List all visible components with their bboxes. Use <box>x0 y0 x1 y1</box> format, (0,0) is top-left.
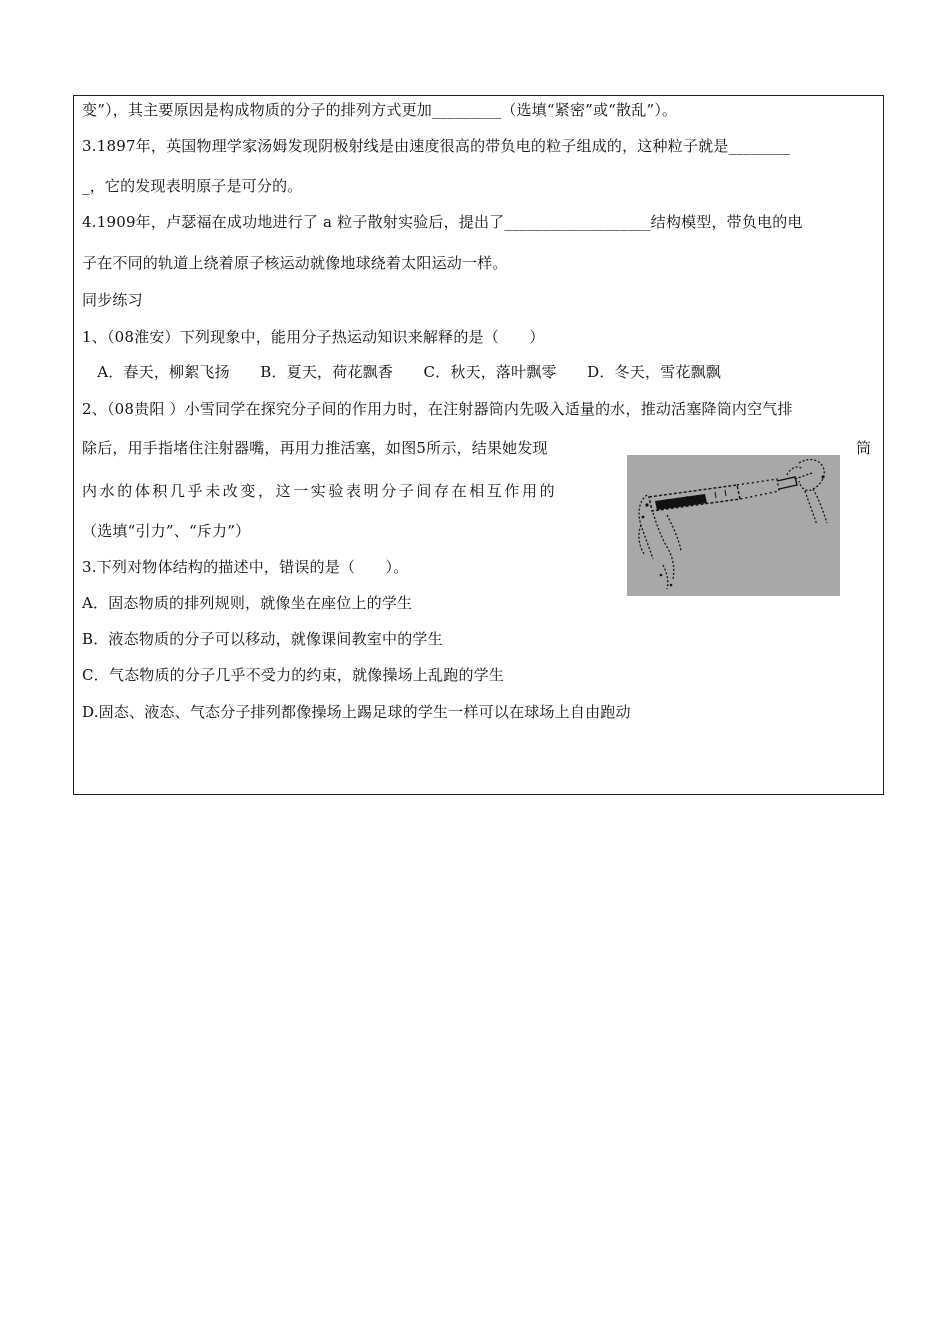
question-3-line-1: 3.1897年，英国物理学家汤姆发现阴极射线是由速度很高的带负电的粒子组成的，这种粒子就是________ <box>82 137 791 155</box>
exercise-2-line-4: （选填“引力”、“斥力”） <box>82 522 251 540</box>
exercise-2-line-1: 2、（08贵阳 ）小雪同学在探究分子间的作用力时，在注射器筒内先吸入适量的水，推动活塞降筒内空气排 <box>82 400 793 418</box>
question-3-line-2: _，它的发现表明原子是可分的。 <box>82 177 303 195</box>
exercise-3-question: 3.下列对物体结构的描述中，错误的是（ ）。 <box>82 558 409 576</box>
exercise-2-line-2: 除后，用手指堵住注射器嘴，再用力推活塞，如图5所示，结果她发现 <box>82 439 548 457</box>
syringe-drawing <box>627 455 840 596</box>
section-heading: 同步练习 <box>82 291 143 309</box>
exercise-3-option-d: D.固态、液态、气态分子排列都像操场上踢足球的学生一样可以在球场上自由跑动 <box>82 703 631 721</box>
exercise-2-line-3: 内水的体积几乎未改变，这一实验表明分子间存在相互作用的 <box>82 482 558 500</box>
question-4-line-2: 子在不同的轨道上绕着原子核运动就像地球绕着太阳运动一样。 <box>82 254 508 272</box>
exercise-3-option-a: A．固态物质的排列规则，就像坐在座位上的学生 <box>82 594 413 612</box>
exercise-1-options: A．春天，柳絮飞扬 B．夏天，荷花飘香 C．秋天，落叶飘零 D．冬天，雪花飘飘 <box>82 363 721 381</box>
text-line-1: 变”），其主要原因是构成物质的分子的排列方式更加_________（选填“紧密”或“散乱”）。 <box>82 101 678 119</box>
exercise-2-line-2-tail: 筒 <box>856 439 872 457</box>
syringe-figure <box>627 455 840 596</box>
exercise-3-option-b: B．液态物质的分子可以移动，就像课间教室中的学生 <box>82 630 443 648</box>
exercise-3-option-c: C．气态物质的分子几乎不受力的约束，就像操场上乱跑的学生 <box>82 666 505 684</box>
exercise-1-question: 1、（08淮安）下列现象中，能用分子热运动知识来解释的是（ ） <box>82 328 545 346</box>
question-4-line-1: 4.1909年，卢瑟福在成功地进行了 a 粒子散射实验后，提出了___________________结构模型，带负电的电 <box>82 213 803 231</box>
